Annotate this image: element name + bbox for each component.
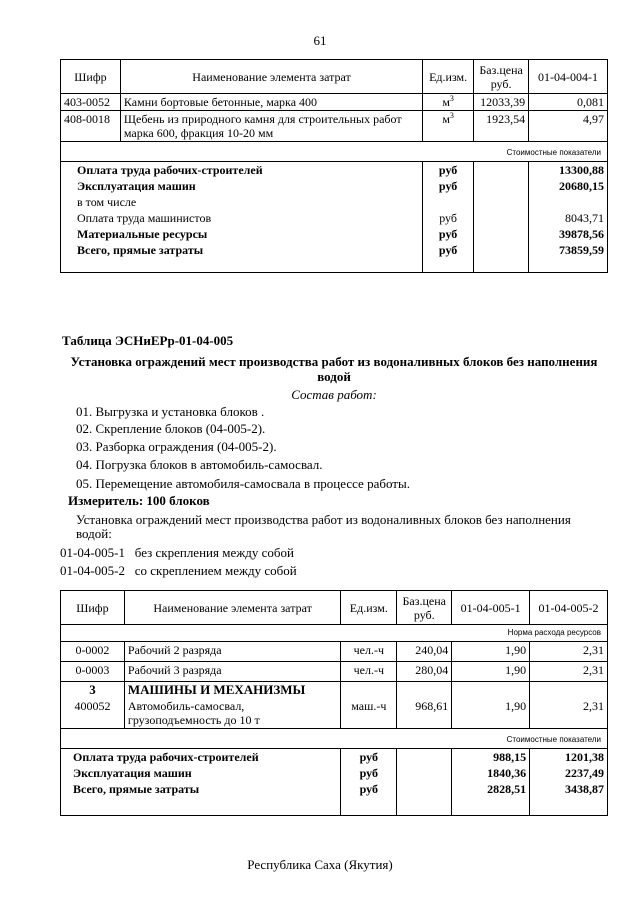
cost-row bbox=[61, 781, 608, 797]
header-name: Наименование элемента затрат bbox=[120, 60, 422, 94]
header-variant-1: 01-04-004-1 bbox=[529, 60, 608, 94]
cost-row bbox=[61, 749, 608, 766]
row-price: 240,04 bbox=[397, 642, 452, 662]
section-label: Стоимостные показатели bbox=[61, 729, 608, 749]
cost-unit: руб bbox=[341, 781, 397, 797]
row-price: 12033,39 bbox=[474, 94, 529, 111]
cost-value: 39878,56 bbox=[529, 226, 608, 242]
resource-table-01-04-005 bbox=[60, 590, 608, 816]
header-unit: Ед.изм. bbox=[423, 60, 474, 94]
header-name: Наименование элемента затрат bbox=[124, 591, 340, 625]
machine-row bbox=[61, 698, 608, 729]
table-row bbox=[61, 111, 608, 142]
variant-item bbox=[60, 563, 297, 579]
header-price: Баз.цена руб. bbox=[474, 60, 529, 94]
group-code: 3 bbox=[61, 682, 125, 699]
section-heading-line-1: Установка ограждений мест производства работ из водоналивных блоков без наполнения bbox=[70, 354, 598, 369]
variant-text: без скрепления между собой bbox=[134, 545, 294, 560]
cost-name: Оплата труда машинистов bbox=[61, 210, 423, 226]
cost-unit: руб bbox=[341, 765, 397, 781]
row-price: 280,04 bbox=[397, 662, 452, 682]
row-unit: $м^3$ bbox=[423, 111, 474, 142]
row-name: Автомобиль-самосвал, грузоподъемность до 10 т bbox=[124, 698, 340, 729]
cost-value bbox=[529, 194, 608, 210]
description-line-1: Установка ограждений мест производства работ из водоналивных блоков без наполнения bbox=[76, 512, 571, 527]
row-code: 0-0003 bbox=[61, 662, 125, 682]
cost-unit: руб bbox=[341, 749, 397, 766]
cost-value: 8043,71 bbox=[529, 210, 608, 226]
table-row bbox=[61, 642, 608, 662]
header-variant-2: 01-04-005-2 bbox=[530, 591, 608, 625]
row-price: 1923,54 bbox=[474, 111, 529, 142]
cost-unit: руб bbox=[423, 210, 474, 226]
table-header-row bbox=[61, 60, 608, 94]
cost-value: 13300,88 bbox=[529, 162, 608, 179]
cost-unit: руб bbox=[423, 242, 474, 258]
cost-value: 73859,59 bbox=[529, 242, 608, 258]
row-code: 403-0052 bbox=[61, 94, 121, 111]
cost-row bbox=[61, 162, 608, 179]
description-line-2: водой: bbox=[76, 526, 112, 541]
cost-value-2: 2237,49 bbox=[530, 765, 608, 781]
section-heading-line-2: водой bbox=[317, 369, 351, 384]
row-unit: чел.-ч bbox=[341, 642, 397, 662]
cost-value-2: 3438,87 bbox=[530, 781, 608, 797]
header-unit: Ед.изм. bbox=[341, 591, 397, 625]
variant-item bbox=[60, 545, 294, 561]
work-item: 05. Перемещение автомобиля-самосвала в процессе работы. bbox=[76, 476, 410, 491]
row-value: 0,081 bbox=[529, 94, 608, 111]
work-item: 01. Выгрузка и установка блоков . bbox=[76, 404, 265, 419]
cost-name: Эксплуатация машин bbox=[61, 178, 423, 194]
cost-value-2: 1201,38 bbox=[530, 749, 608, 766]
row-name: Рабочий 3 разряда bbox=[124, 662, 340, 682]
cost-value: 20680,15 bbox=[529, 178, 608, 194]
composition-heading: Состав работ: bbox=[291, 387, 377, 402]
header-code: Шифр bbox=[61, 60, 121, 94]
measure-unit: Измеритель: 100 блоков bbox=[68, 493, 210, 508]
variant-code: 01-04-005-2 bbox=[60, 563, 125, 578]
cost-name: Материальные ресурсы bbox=[61, 226, 423, 242]
cost-value-1: 988,15 bbox=[452, 749, 530, 766]
group-row bbox=[61, 682, 608, 699]
work-item: 02. Скрепление блоков (04-005-2). bbox=[76, 421, 266, 436]
cost-name: в том числе bbox=[61, 194, 423, 210]
cost-unit: руб bbox=[423, 226, 474, 242]
cost-name: Оплата труда рабочих-строителей bbox=[61, 749, 341, 766]
cost-name: Эксплуатация машин bbox=[61, 765, 341, 781]
resource-table-01-04-004 bbox=[60, 59, 608, 273]
work-item: 04. Погрузка блоков в автомобиль-самосвал. bbox=[76, 457, 323, 472]
header-code: Шифр bbox=[61, 591, 125, 625]
group-name: МАШИНЫ И МЕХАНИЗМЫ bbox=[124, 682, 340, 699]
cost-name: Всего, прямые затраты bbox=[61, 781, 341, 797]
header-variant-1: 01-04-005-1 bbox=[452, 591, 530, 625]
row-name: Камни бортовые бетонные, марка 400 bbox=[120, 94, 422, 111]
cost-value-1: 2828,51 bbox=[452, 781, 530, 797]
row-unit: чел.-ч bbox=[341, 662, 397, 682]
variant-text: со скреплением между собой bbox=[134, 563, 297, 578]
row-code: 0-0002 bbox=[61, 642, 125, 662]
norm-label: Норма расхода ресурсов bbox=[61, 625, 608, 642]
table-row bbox=[61, 94, 608, 111]
section-label-row bbox=[61, 142, 608, 162]
row-value-1: 1,90 bbox=[452, 642, 530, 662]
cost-value-1: 1840,36 bbox=[452, 765, 530, 781]
row-value-2: 2,31 bbox=[530, 642, 608, 662]
variant-code: 01-04-005-1 bbox=[60, 545, 125, 560]
row-code: 400052 bbox=[61, 698, 125, 729]
table-header-row bbox=[61, 591, 608, 625]
table-title: Таблица ЭСНиЕРр-01-04-005 bbox=[62, 333, 234, 348]
row-value: 4,97 bbox=[529, 111, 608, 142]
row-value-1: 1,90 bbox=[452, 698, 530, 729]
row-value-2: 2,31 bbox=[530, 698, 608, 729]
section-label: Стоимостные показатели bbox=[61, 142, 608, 162]
cost-name: Оплата труда рабочих-строителей bbox=[61, 162, 423, 179]
row-name: Щебень из природного камня для строительных работ марка 600, фракция 10-20 мм bbox=[120, 111, 422, 142]
row-unit: маш.-ч bbox=[341, 698, 397, 729]
cost-row bbox=[61, 765, 608, 781]
row-value-2: 2,31 bbox=[530, 662, 608, 682]
row-unit: $м^3$ bbox=[423, 94, 474, 111]
cost-name: Всего, прямые затраты bbox=[61, 242, 423, 258]
cost-unit bbox=[423, 194, 474, 210]
table-row bbox=[61, 662, 608, 682]
row-name: Рабочий 2 разряда bbox=[124, 642, 340, 662]
cost-unit: руб bbox=[423, 162, 474, 179]
cost-unit: руб bbox=[423, 178, 474, 194]
work-item: 03. Разборка ограждения (04-005-2). bbox=[76, 439, 277, 454]
norm-label-row bbox=[61, 625, 608, 642]
page-footer: Республика Саха (Якутия) bbox=[247, 857, 393, 872]
header-price: Баз.цена руб. bbox=[397, 591, 452, 625]
page-number: 61 bbox=[313, 33, 327, 48]
section-label-row bbox=[61, 729, 608, 749]
row-price: 968,61 bbox=[397, 698, 452, 729]
row-code: 408-0018 bbox=[61, 111, 121, 142]
row-value-1: 1,90 bbox=[452, 662, 530, 682]
